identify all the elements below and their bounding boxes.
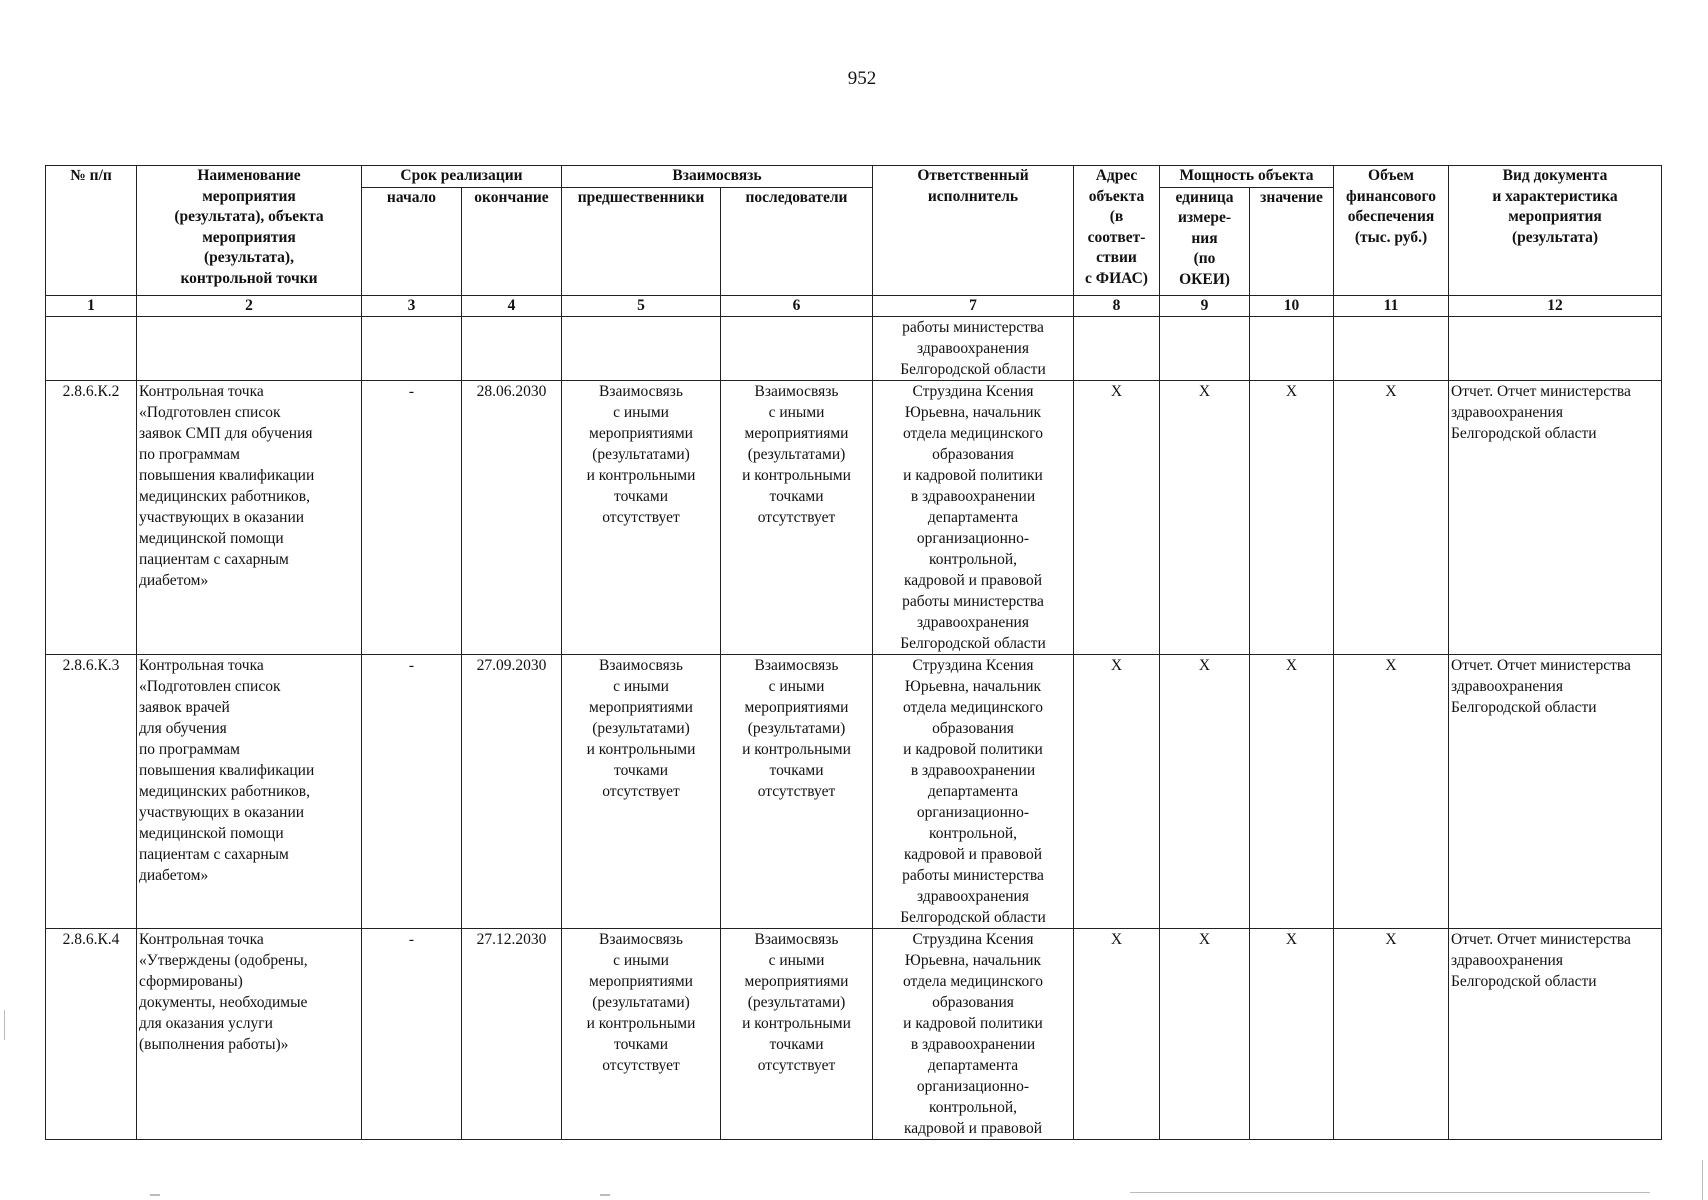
cell-name: Контрольная точка «Утверждены (одобрены, сформированы) документы, необходимые для оказания услуги (выполнения работы)»: [137, 928, 362, 1139]
continuation-row: [46, 316, 1662, 380]
cell-responsible: работы министерства здравоохранения Белгородской области: [873, 316, 1074, 380]
cell-empty: [1160, 316, 1250, 380]
cell-value: X: [1250, 654, 1334, 928]
header-capacity-group: Мощность объекта: [1160, 166, 1334, 188]
header-address: Адрес объекта (в соответ- ствии с ФИАС): [1074, 166, 1160, 296]
cell-finance: X: [1334, 928, 1449, 1139]
cell-successors: Взаимосвязь с иными мероприятиями (результатами) и контрольными точками отсутствует: [721, 928, 873, 1139]
cell-name: Контрольная точка «Подготовлен список заявок врачей для обучения по программам повышения квалификации медицинских работников, участвующих в оказании медицинской помощи пациентам с сахарным диабетом»: [137, 654, 362, 928]
cell-empty: [462, 316, 562, 380]
cell-document: Отчет. Отчет министерства здравоохранения Белгородской области: [1449, 654, 1662, 928]
scan-artifact-dash: [600, 1194, 610, 1196]
table-header: [46, 166, 1662, 317]
cell-unit: X: [1160, 380, 1250, 654]
column-number: 11: [1334, 295, 1449, 316]
cell-start: -: [362, 928, 462, 1139]
cell-end: 28.06.2030: [462, 380, 562, 654]
scan-artifact-dash: [150, 1194, 160, 1196]
header-link-group: Взаимосвязь: [562, 166, 873, 188]
cell-document: Отчет. Отчет министерства здравоохранения Белгородской области: [1449, 380, 1662, 654]
cell-empty: [1250, 316, 1334, 380]
table-body: [46, 316, 1662, 1139]
header-row-1: [46, 166, 1662, 188]
cell-empty: [1449, 316, 1662, 380]
header-document: Вид документа и характеристика мероприятия (результата): [1449, 166, 1662, 296]
cell-start: -: [362, 654, 462, 928]
cell-predecessors: Взаимосвязь с иными мероприятиями (результатами) и контрольными точками отсутствует: [562, 380, 721, 654]
cell-empty: [1074, 316, 1160, 380]
column-number-row: [46, 295, 1662, 316]
column-number: 7: [873, 295, 1074, 316]
cell-start: -: [362, 380, 462, 654]
cell-responsible: Струздина Ксения Юрьевна, начальник отдела медицинского образования и кадровой политики в здравоохранении департамента организационно- контрольной, кадровой и правовой: [873, 928, 1074, 1139]
table-row: [46, 654, 1662, 928]
scan-artifact-edge: [4, 1010, 5, 1040]
cell-predecessors: Взаимосвязь с иными мероприятиями (результатами) и контрольными точками отсутствует: [562, 654, 721, 928]
cell-empty: [1334, 316, 1449, 380]
cell-finance: X: [1334, 654, 1449, 928]
cell-finance: X: [1334, 380, 1449, 654]
activity-table: [45, 165, 1662, 1140]
header-value: значение: [1250, 187, 1334, 295]
header-term-group: Срок реализации: [362, 166, 562, 188]
table-row: [46, 928, 1662, 1139]
page-number: 952: [847, 68, 877, 89]
column-number: 10: [1250, 295, 1334, 316]
scan-artifact-edge: [1702, 1160, 1703, 1200]
cell-num: 2.8.6.К.2: [46, 380, 137, 654]
cell-num: 2.8.6.К.4: [46, 928, 137, 1139]
header-responsible: Ответственный исполнитель: [873, 166, 1074, 296]
column-number: 4: [462, 295, 562, 316]
cell-empty: [46, 316, 137, 380]
cell-address: X: [1074, 380, 1160, 654]
header-end: окончание: [462, 187, 562, 295]
header-start: начало: [362, 187, 462, 295]
cell-successors: Взаимосвязь с иными мероприятиями (результатами) и контрольными точками отсутствует: [721, 380, 873, 654]
cell-responsible: Струздина Ксения Юрьевна, начальник отдела медицинского образования и кадровой политики в здравоохранении департамента организационно- контрольной, кадровой и правовой работы министерства здравоохранения Белгородской области: [873, 380, 1074, 654]
column-number: 12: [1449, 295, 1662, 316]
cell-value: X: [1250, 928, 1334, 1139]
column-number: 5: [562, 295, 721, 316]
header-successors: последователи: [721, 187, 873, 295]
table-row: [46, 380, 1662, 654]
cell-predecessors: Взаимосвязь с иными мероприятиями (результатами) и контрольными точками отсутствует: [562, 928, 721, 1139]
cell-end: 27.09.2030: [462, 654, 562, 928]
cell-name: Контрольная точка «Подготовлен список заявок СМП для обучения по программам повышения квалификации медицинских работников, участвующих в оказании медицинской помощи пациентам с сахарным диабетом»: [137, 380, 362, 654]
cell-empty: [721, 316, 873, 380]
cell-num: 2.8.6.К.3: [46, 654, 137, 928]
cell-address: X: [1074, 654, 1160, 928]
cell-unit: X: [1160, 928, 1250, 1139]
cell-empty: [562, 316, 721, 380]
cell-responsible: Струздина Ксения Юрьевна, начальник отдела медицинского образования и кадровой политики в здравоохранении департамента организационно- контрольной, кадровой и правовой работы министерства здравоохранения Белгородской области: [873, 654, 1074, 928]
column-number: 8: [1074, 295, 1160, 316]
header-finance: Объем финансового обеспечения (тыс. руб.): [1334, 166, 1449, 296]
cell-unit: X: [1160, 654, 1250, 928]
header-num: № п/п: [46, 166, 137, 296]
column-number: 9: [1160, 295, 1250, 316]
cell-successors: Взаимосвязь с иными мероприятиями (результатами) и контрольными точками отсутствует: [721, 654, 873, 928]
cell-empty: [362, 316, 462, 380]
cell-document: Отчет. Отчет министерства здравоохранения Белгородской области: [1449, 928, 1662, 1139]
column-number: 1: [46, 295, 137, 316]
cell-address: X: [1074, 928, 1160, 1139]
scan-artifact-line: [1130, 1192, 1650, 1193]
column-number: 2: [137, 295, 362, 316]
cell-empty: [137, 316, 362, 380]
cell-end: 27.12.2030: [462, 928, 562, 1139]
header-name: Наименование мероприятия (результата), объекта мероприятия (результата), контрольной точки: [137, 166, 362, 296]
header-unit: единица измере- ния (по ОКЕИ): [1160, 187, 1250, 295]
column-number: 3: [362, 295, 462, 316]
cell-value: X: [1250, 380, 1334, 654]
header-predecessors: предшественники: [562, 187, 721, 295]
column-number: 6: [721, 295, 873, 316]
